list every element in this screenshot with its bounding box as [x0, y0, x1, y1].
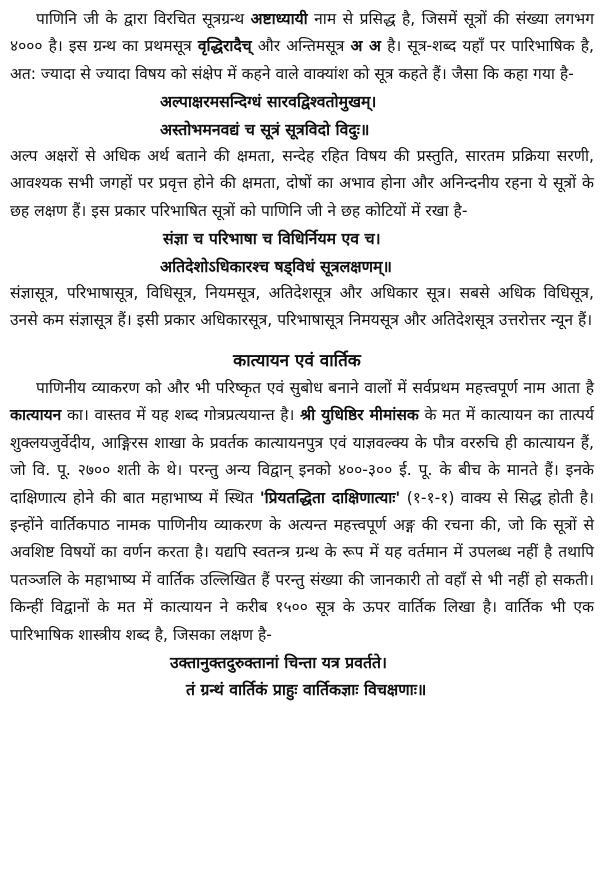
verse-3-line-1: उक्तानुक्तदुरुक्तानां चिन्ता यत्र प्रवर्तते।	[170, 652, 387, 672]
verse-3-line-2: तं ग्रन्थं वार्तिकं प्राहुः वार्तिकज्ञाः विचक्षणाः॥	[186, 680, 427, 700]
bold-yudhishthira-mimamsaka: श्री युधिष्ठिर मीमांसक	[300, 406, 419, 425]
verse-2-line-1: संज्ञा च परिभाषा च विधिर्नियम एव च।	[163, 229, 381, 249]
paragraph-ashtadhyayi: पाणिनि जी के द्वारा विरचित सूत्रग्रन्थ अष्टाध्यायी नाम से प्रसिद्ध है, जिसमें सूत्रों की संख्या लगभग ४००० है। इस ग्रन्थ का प्रथमसूत्र वृद्धिरादैच् और अन्तिमसूत्र अ अ है। सूत्र-शब्द यहाँ पर पारिभाषिक है, अत: ज्यादा से ज्यादा विषय को संक्षेप में कहने वाले वाक्यांश को सूत्र कहते हैं। जैसा कि कहा गया है-	[10, 10, 594, 83]
verse-1-line-2: अस्तोभमनवद्यं च सूत्रं सूत्रविदो विदुः॥	[160, 119, 370, 139]
section-heading: कात्यायन एवं वार्तिक	[233, 350, 361, 371]
bold-quote: 'प्रियतद्धिता दाक्षिणात्याः'	[259, 488, 401, 507]
paragraph-sutra-types: संज्ञासूत्र, परिभाषासूत्र, विधिसूत्र, नियमसूत्र, अतिदेशसूत्र और अधिकार सूत्र। सबसे अधिक विधिसूत्र, उनसे कम संज्ञासूत्र हैं। इसी प्रकार अधिकारसूत्र, परिभाषासूत्र निमयसूत्र और अतिदेशसूत्र उत्तरोत्तर न्यून हैं।	[10, 284, 594, 330]
paragraph-katyayana: पाणिनीय व्याकरण को और भी परिष्कृत एवं सुबोध बनाने वालों में सर्वप्रथम महत्त्वपूर्ण नाम आता है कात्यायन का। वास्तव में यह शब्द गोत्रप्रत्ययान्त है। श्री युधिष्ठिर मीमांसक के मत में कात्यायन का तात्पर्य शुक्लयजुर्वेदीय, आङ्गिरस शाखा के प्रवर्तक कात्यायनपुत्र एवं याज्ञवल्क्य के पौत्र वररुचि ही कात्यायन हैं, जो वि. पू. २७०० शती के थे। परन्तु अन्य विद्वान् इनको ४००-३०० ई. पू. के बीच के मानते हैं। इनके दाक्षिणात्य होने की बात महाभाष्य में स्थित 'प्रियतद्धिता दाक्षिणात्याः' (१-१-१) वाक्य से सिद्ध होती है। इन्होंने वार्तिकपाठ नामक पाणिनीय व्याकरण के अत्यन्त महत्त्वपूर्ण अङ्ग की रचना की, जो कि सूत्रों से अवशिष्ट विषयों का वर्णन करता है। यद्यपि स्वतन्त्र ग्रन्थ के रूप में यह वर्तमान में उपलब्ध नहीं है तथापि पतञ्जलि के महाभाष्य में वार्तिक उल्लिखित हैं परन्तु संख्या की जानकारी तो वहाँ से भी नहीं हो सकती। किन्हीं विद्वानों के मत में कात्यायन ने करीब १५०० सूत्र के ऊपर वार्तिक लिखा है। वार्तिक भी एक पारिभाषिक शास्त्रीय शब्द है, जिसका लक्षण है-	[10, 378, 594, 644]
verse-1-line-1: अल्पाक्षरमसन्दिग्धं सारवद्विश्वतोमुखम्।	[160, 92, 377, 112]
paragraph-sutra-characteristics: अल्प अक्षरों से अधिक अर्थ बताने की क्षमता, सन्देह रहित विषय की प्रस्तुति, सारतम प्रक्रिया सरणी, आवश्यक सभी जगहों पर प्रवृत्त होने की क्षमता, दोषों का अभाव होना और अनिन्दनीय रहना ये सूत्रों के छह लक्षण हैं। इस प्रकार परिभाषित सूत्रों को पाणिनि जी ने छह कोटियों में रखा है-	[10, 147, 594, 220]
verse-2-line-2: अतिदेशोऽधिकारश्च षड्विधं सूत्रलक्षणम्॥	[160, 256, 392, 276]
bold-first-sutra: वृद्धिरादैच्	[197, 37, 252, 56]
bold-ashtadhyayi: अष्टाध्यायी	[250, 10, 308, 28]
bold-katyayana: कात्यायन	[10, 406, 62, 425]
bold-last-sutra: अ अ	[350, 37, 381, 56]
